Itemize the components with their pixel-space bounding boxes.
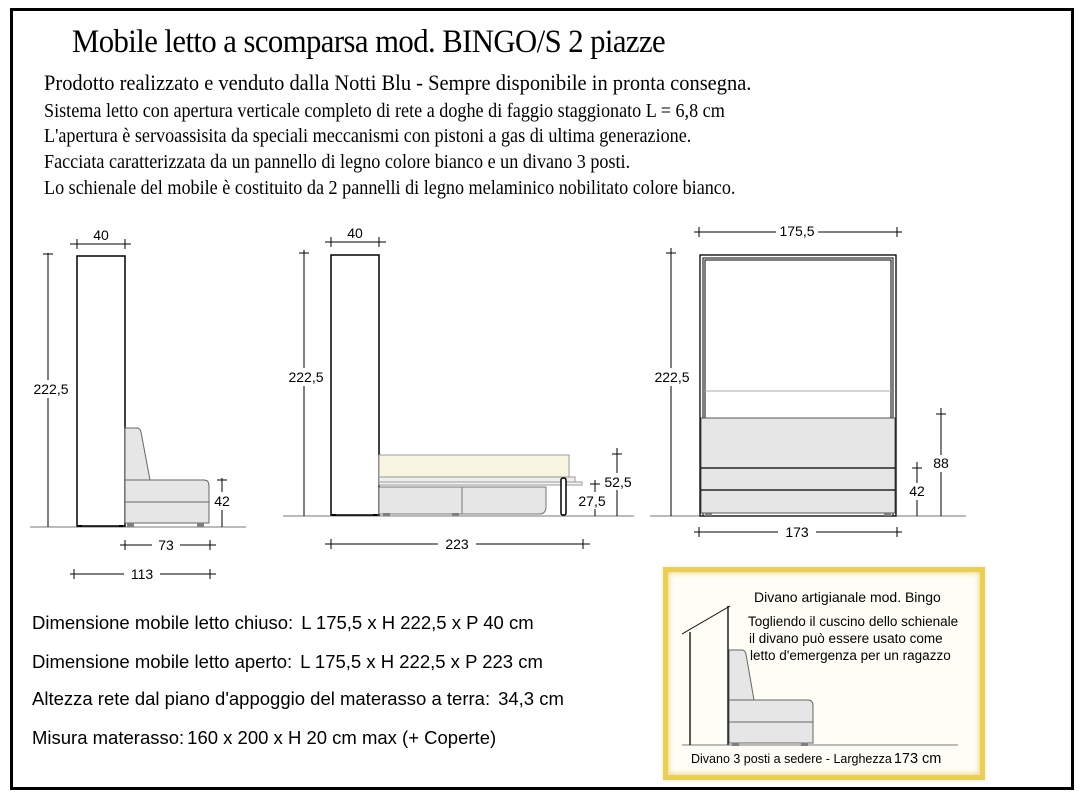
spec-value: L 175,5 x H 222,5 x P 223 cm: [300, 651, 543, 672]
dim-total-depth-label: 113: [130, 566, 154, 582]
cabinet-top-cut: [682, 606, 730, 634]
description-line: Lo schienale del mobile è costituito da 2 pannelli di legno melaminico nobilitato colore bianco.: [44, 178, 736, 199]
sofa-foot: [127, 523, 134, 527]
note-line: il divano può essere usato come: [749, 631, 943, 646]
page-subtitle: Prodotto realizzato e venduto dalla Notti Blu - Sempre disponibile in pronta consegna.: [44, 70, 752, 95]
sofa-box-note: [748, 613, 958, 664]
dim-sofa-width-label: 173: [785, 524, 809, 540]
bed-leg: [561, 478, 566, 515]
cabinet-side: [331, 255, 379, 515]
sofa-foot: [705, 513, 712, 516]
bed-slat-base: [379, 477, 575, 482]
dim-sofa-depth-label: 73: [158, 537, 174, 553]
page-title: Mobile letto a scomparsa mod. BINGO/S 2 piazze: [72, 24, 666, 60]
spec-open: [32, 651, 543, 673]
spec-value: L 175,5 x H 222,5 x P 40 cm: [301, 612, 534, 633]
dim-depth-label: 40: [93, 227, 109, 243]
cabinet-foot: [332, 514, 336, 516]
sofa-info-box: [663, 567, 985, 780]
dim-seat-height-label: 42: [214, 493, 230, 509]
sofa-backrest: [125, 428, 150, 480]
sofa-foot: [732, 743, 739, 746]
spec-label: Altezza rete dal piano d'appoggio del materasso a terra:: [32, 688, 491, 709]
spec-slat-height: [32, 688, 564, 710]
bed-panel: [705, 260, 891, 418]
spec-closed: [32, 612, 534, 634]
dim-seat-height-label: 42: [909, 483, 925, 499]
dim-total-depth-label: 223: [445, 536, 469, 552]
spec-value: 34,3 cm: [498, 688, 564, 709]
dim-height-label: 222,5: [288, 369, 324, 385]
dim-frame-height-label: 27,5: [578, 493, 606, 509]
spec-label: Misura materasso:: [32, 727, 185, 748]
cabinet-foot: [373, 514, 377, 516]
description-line: Sistema letto con apertura verticale completo di rete a doghe di faggio staggionato L = 6,8 cm: [44, 101, 725, 122]
sofa-foot: [884, 513, 891, 516]
caption-value: 173 cm: [893, 751, 942, 767]
dim-height-label: 222,5: [33, 381, 69, 397]
description-line: L'apertura è servoassisita da speciali meccanismi con pistoni a gas di ultima generazione.: [44, 126, 692, 147]
spec-label: Dimensione mobile letto aperto:: [32, 651, 293, 672]
closed-side-view: [28, 227, 246, 583]
cabinet-side: [77, 256, 125, 526]
sofa-foot: [383, 513, 390, 516]
sofa-front: [701, 418, 895, 513]
cabinet-foot: [78, 525, 82, 527]
sofa-under-bed: [379, 487, 462, 514]
sofa-box-title: Divano artigianale mod. Bingo: [754, 589, 941, 605]
sofa-under-bed: [462, 487, 546, 514]
note-line: letto d'emergenza per un ragazzo: [750, 648, 951, 663]
mattress: [379, 455, 569, 477]
front-view: [650, 223, 966, 541]
dim-width-label: 175,5: [779, 223, 815, 239]
dim-depth-label: 40: [347, 225, 363, 241]
dim-height-label: 222,5: [654, 369, 690, 385]
spec-value: 160 x 200 x H 20 cm max (+ Coperte): [187, 727, 497, 748]
sofa-foot: [197, 523, 204, 527]
spec-label: Dimensione mobile letto chiuso:: [32, 612, 294, 633]
description-line: Facciata caratterizzata da un pannello di legno colore bianco e un divano 3 posti.: [44, 152, 631, 173]
open-side-view: [283, 225, 635, 553]
sofa-box-caption: [691, 750, 941, 768]
caption-text: Divano 3 posti a sedere - Larghezza: [691, 752, 892, 766]
note-line: Togliendo il cuscino dello schienale: [748, 614, 959, 629]
dim-bed-top-label: 52,5: [604, 474, 632, 490]
spec-mattress: [32, 727, 496, 749]
dim-sofa-back-label: 88: [933, 455, 949, 471]
sofa-foot: [452, 513, 459, 516]
bed-frame: [379, 482, 582, 485]
sofa-foot: [801, 743, 808, 746]
cabinet-foot: [119, 525, 123, 527]
